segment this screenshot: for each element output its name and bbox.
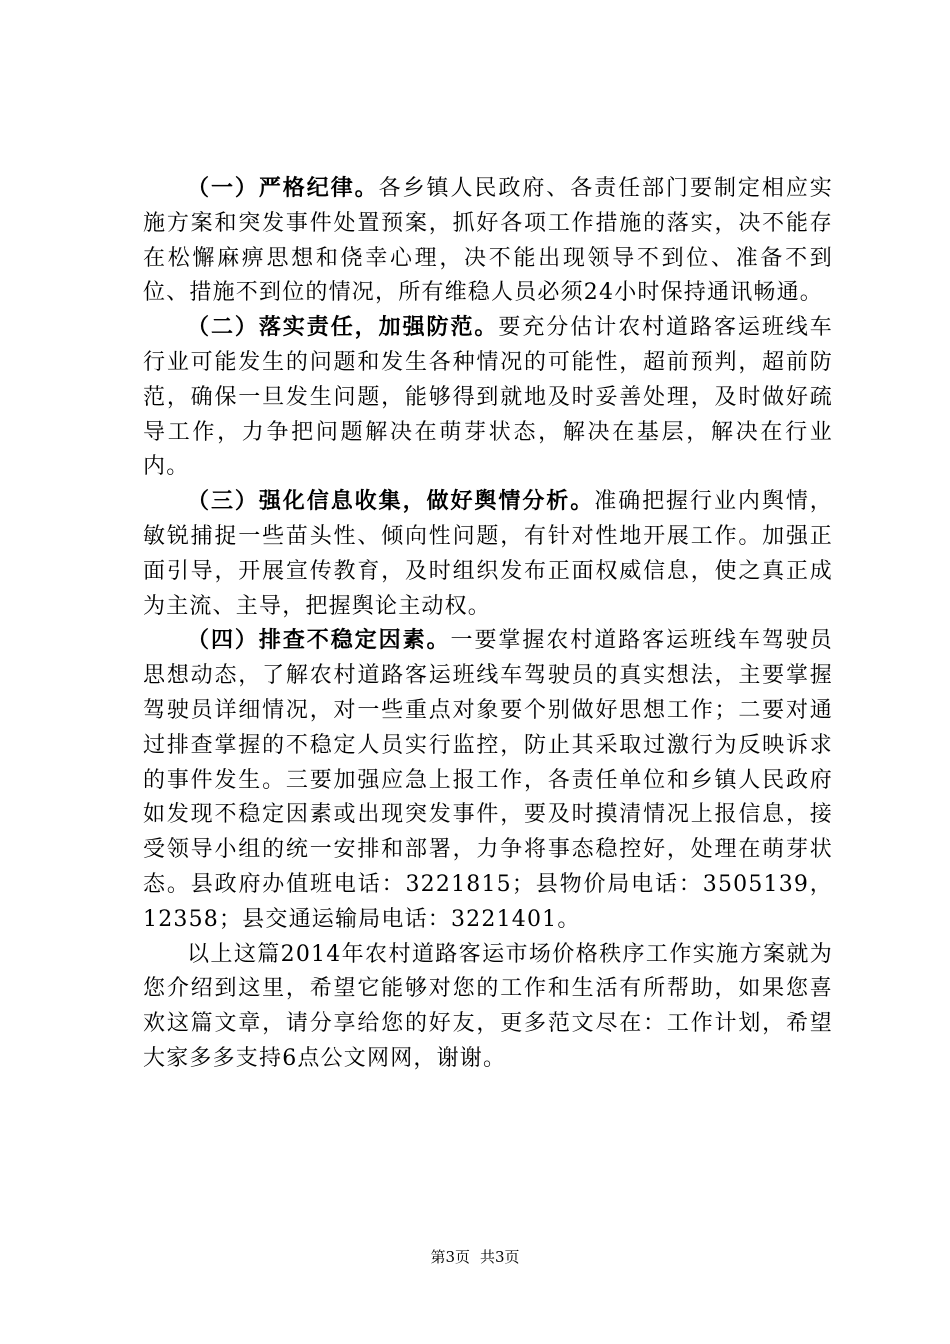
paragraph-text: 以上这篇2014年农村道路客运市场价格秩序工作实施方案就为您介绍到这里，希望它能够对您的工作和生活有所帮助，如果您喜欢这篇文章，请分享给您的好友，更多范文尽在：工作计划，希望大家多多支持6点公文网网，谢谢。	[143, 941, 833, 1071]
document-body	[143, 172, 833, 1077]
paragraph-1	[143, 172, 833, 311]
paragraph-heading: （一）严格纪律。	[187, 176, 379, 201]
paragraph-3	[143, 485, 833, 624]
paragraph-heading: （二）落实责任，加强防范。	[187, 315, 499, 341]
paragraph-2	[143, 311, 833, 485]
paragraph-heading: （四）排查不稳定因素。	[187, 628, 451, 654]
paragraph-4	[143, 624, 833, 937]
paragraph-text: 准确把握行业内舆情，敏锐捕捉一些苗头性、倾向性问题，有针对性地开展工作。加强正面引导，开展宣传教育，及时组织发布正面权威信息，使之真正成为主流、主导，把握舆论主动权。	[143, 489, 833, 619]
paragraph-closing	[143, 938, 833, 1077]
page-footer	[0, 1246, 950, 1267]
page-number: 第3页	[430, 1248, 470, 1266]
paragraph-text: 各乡镇人民政府、各责任部门要制定相应实施方案和突发事件处置预案，抓好各项工作措施的落实，决不能存在松懈麻痹思想和侥幸心理，决不能出现领导不到位、准备不到位、措施不到位的情况，所有维稳人员必须24小时保持通讯畅通。	[143, 176, 833, 306]
paragraph-heading: （三）强化信息收集，做好舆情分析。	[187, 489, 595, 515]
paragraph-text: 一要掌握农村道路客运班线车驾驶员思想动态，了解农村道路客运班线车驾驶员的真实想法，主要掌握驾驶员详细情况，对一些重点对象要个别做好思想工作；二要对通过排查掌握的不稳定人员实行监控，防止其采取过激行为反映诉求的事件发生。三要加强应急上报工作，各责任单位和乡镇人民政府如发现不稳定因素或出现突发事件，要及时摸清情况上报信息，接受领导小组的统一安排和部署，力争将事态稳控好，处理在萌芽状态。县政府办值班电话：3221815；县物价局电话：3505139，12358；县交通运输局电话：3221401。	[143, 628, 834, 932]
paragraph-text: 要充分估计农村道路客运班线车行业可能发生的问题和发生各种情况的可能性，超前预判，超前防范，确保一旦发生问题，能够得到就地及时妥善处理，及时做好疏导工作，力争把问题解决在萌芽状态，解决在基层，解决在行业内。	[143, 315, 833, 480]
page-total: 共3页	[480, 1248, 520, 1266]
